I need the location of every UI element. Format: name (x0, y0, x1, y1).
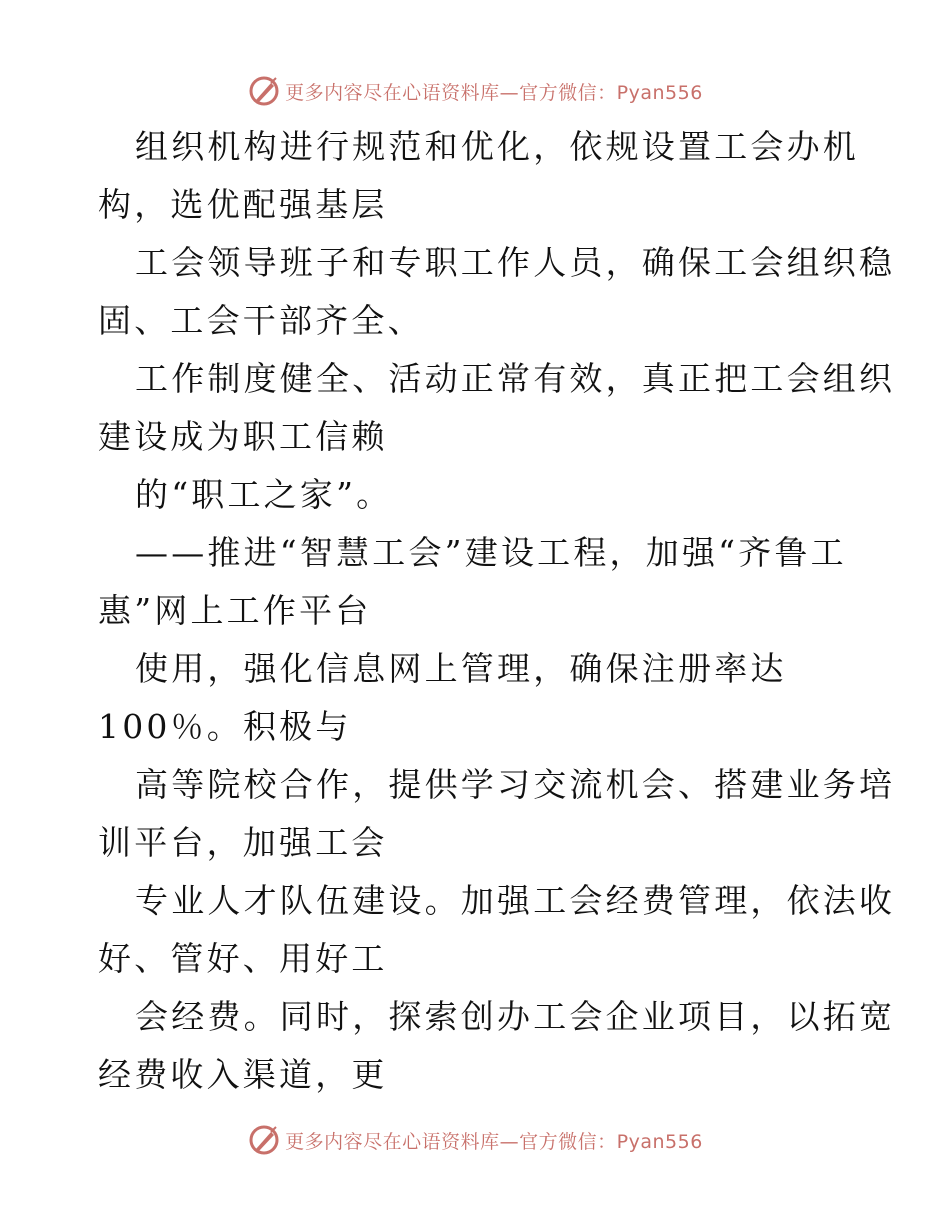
text-line: 构，选优配强基层 (98, 185, 388, 224)
text-line: 工会领导班子和专职工作人员，确保工会组织稳 (135, 243, 896, 282)
text-line: 工作制度健全、活动正常有效，真正把工会组织 (135, 359, 896, 398)
text-line: 高等院校合作，提供学习交流机会、搭建业务培 (135, 765, 896, 804)
quill-pen-circle-icon (247, 74, 281, 108)
document-body (98, 118, 896, 1104)
text-line: 建设成为职工信赖 (98, 417, 388, 456)
watermark-text: 更多内容尽在心语资料库—官方微信：Pyan556 (285, 81, 703, 104)
text-line: 组织机构进行规范和优化，依规设置工会办机 (135, 127, 859, 166)
header-watermark (0, 73, 950, 109)
text-line: 固、工会干部齐全、 (98, 301, 424, 340)
text-line: 100％。积极与 (98, 707, 352, 746)
watermark-text: 更多内容尽在心语资料库—官方微信：Pyan556 (285, 1130, 703, 1153)
footer-watermark (0, 1122, 950, 1158)
quill-pen-circle-icon (247, 1123, 281, 1157)
text-line: 会经费。同时，探索创办工会企业项目，以拓宽 (135, 997, 896, 1036)
text-line: 训平台，加强工会 (98, 823, 388, 862)
text-line: 专业人才队伍建设。加强工会经费管理，依法收 (135, 881, 896, 920)
text-line: 的“职工之家”。 (135, 475, 393, 514)
text-line: 好、管好、用好工 (98, 939, 388, 978)
text-line: 经费收入渠道，更 (98, 1055, 388, 1094)
text-line: ——推进“智慧工会”建设工程，加强“齐鲁工 (135, 533, 847, 572)
text-line: 使用，强化信息网上管理，确保注册率达 (135, 649, 787, 688)
text-line: 惠”网上工作平台 (98, 591, 372, 630)
